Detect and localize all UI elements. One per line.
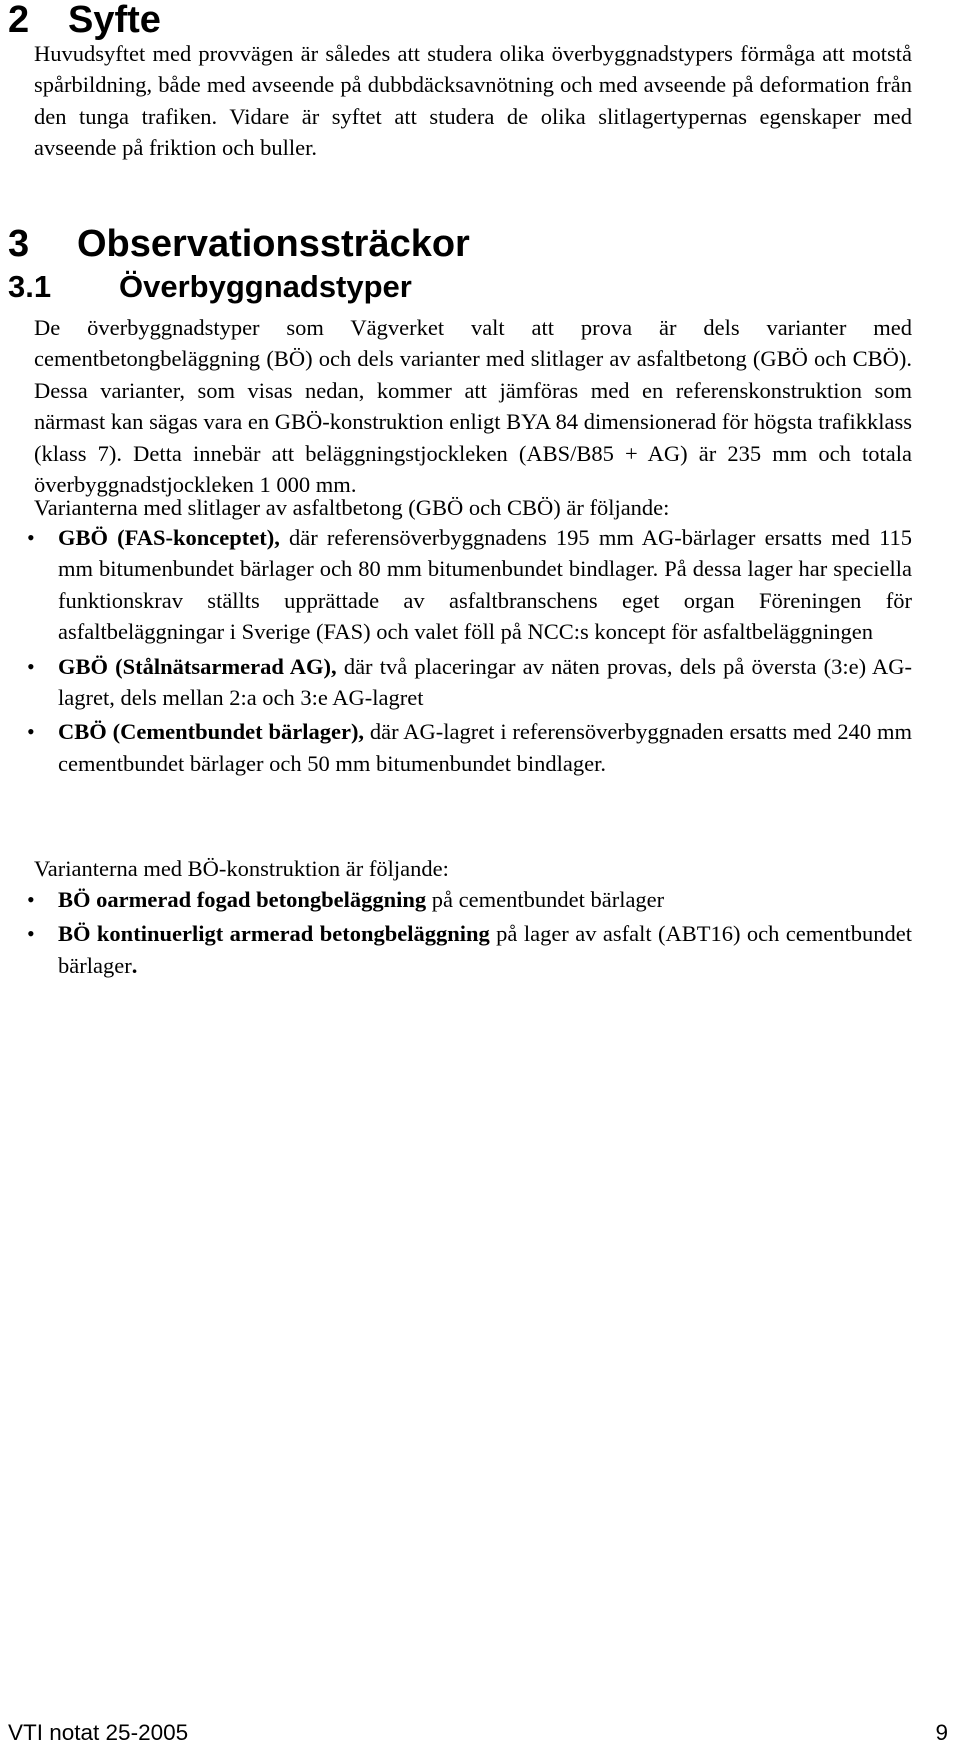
list-item-text: där AG-lagret i referensöverbyggnaden ersatts med 240 mm cementbundet bärlager och 50 mm bitumenbundet bindlager. xyxy=(58,719,912,776)
list-item xyxy=(27,522,912,648)
list-item xyxy=(27,651,912,714)
subsection-heading-overbyggnadstyper xyxy=(8,270,412,304)
section-title: Observationssträckor xyxy=(77,223,470,265)
footer-page-number: 9 xyxy=(935,1720,948,1745)
section-number: 2 xyxy=(8,0,30,41)
section-heading-syfte xyxy=(8,0,161,40)
bullet-glyph: • xyxy=(27,887,35,912)
overbyggnadstyper-paragraph: De överbyggnadstyper som Vägverket valt att prova är dels varianter med cementbetongbeläggning (BÖ) och dels varianter med slitlager av asfaltbetong (GBÖ och CBÖ). Dessa varianter, som visas nedan, kommer att jämföras med en referenskonstruktion som närmast kan sägas vara en GBÖ-konstruktion enligt BYA 84 dimensionerad för högsta trafikklass (klass 7). Detta innebär att beläggningstjockleken (ABS/B85 + AG) är 235 mm och totala överbyggnadstjockleken 1 000 mm. xyxy=(34,315,912,498)
bullet-glyph: • xyxy=(27,653,35,679)
section-title: Syfte xyxy=(68,0,161,41)
list-item xyxy=(27,884,912,915)
list-item-text: där referensöverbyggnadens 195 mm AG-bärlager ersatts med 115 mm bitumenbundet bärlager och 80 mm bitumenbundet bindlager. På dessa lager har speciella funktionskrav ställts upprättade av asfaltbranschens eget organ Föreningen för asfaltbeläggningar i Sverige (FAS) och valet föll på NCC:s koncept för asfaltbeläggningen xyxy=(58,525,913,645)
page-footer xyxy=(0,1720,960,1750)
subsection-number: 3.1 xyxy=(8,269,52,304)
list-item-bold: GBÖ (Stålnätsarmerad AG), xyxy=(58,653,337,679)
list-item xyxy=(27,918,912,981)
subsection-title: Överbyggnadstyper xyxy=(119,269,412,304)
bullet-glyph: • xyxy=(27,719,35,745)
list-item-text: på lager av asfalt (ABT16) och cementbundet bärlager xyxy=(58,921,912,978)
footer-report-id: VTI notat 25-2005 xyxy=(8,1720,189,1745)
section-heading-observationsstrackor xyxy=(8,224,470,264)
list-item-text: på cementbundet bärlager xyxy=(426,887,665,912)
list-item-bold: BÖ oarmerad fogad betongbeläggning xyxy=(58,887,427,912)
bullet-glyph: • xyxy=(27,525,35,550)
list-item-bold: CBÖ (Cementbundet bärlager), xyxy=(58,719,365,745)
list-item-text: där två placeringar av näten provas, dels på översta (3:e) AG-lagret, dels mellan 2:a och 3:e AG-lagret xyxy=(58,653,912,711)
list-item-bold-end: . xyxy=(131,952,138,978)
concrete-variants-intro: Varianterna med BÖ-konstruktion är följande: xyxy=(34,856,449,881)
bullet-glyph: • xyxy=(27,921,35,947)
section-number: 3 xyxy=(8,223,30,265)
syfte-paragraph: Huvudsyftet med provvägen är således att studera olika överbyggnadstypers förmåga att motstå spårbildning, både med avseende på dubbdäcksavnötning och med avseende på deformation från den tunga trafiken. Vidare är syftet att studera de olika slitlagertypernas egenskaper med avseende på friktion och buller. xyxy=(34,41,912,161)
list-item-bold: BÖ kontinuerligt armerad betongbeläggning xyxy=(58,921,490,947)
list-item-bold: GBÖ (FAS-konceptet), xyxy=(58,525,280,550)
list-item xyxy=(27,716,912,779)
concrete-variants-list xyxy=(27,884,912,981)
asphalt-variants-list xyxy=(27,522,912,779)
asphalt-variants-intro: Varianterna med slitlager av asfaltbetong (GBÖ och CBÖ) är följande: xyxy=(34,495,670,520)
